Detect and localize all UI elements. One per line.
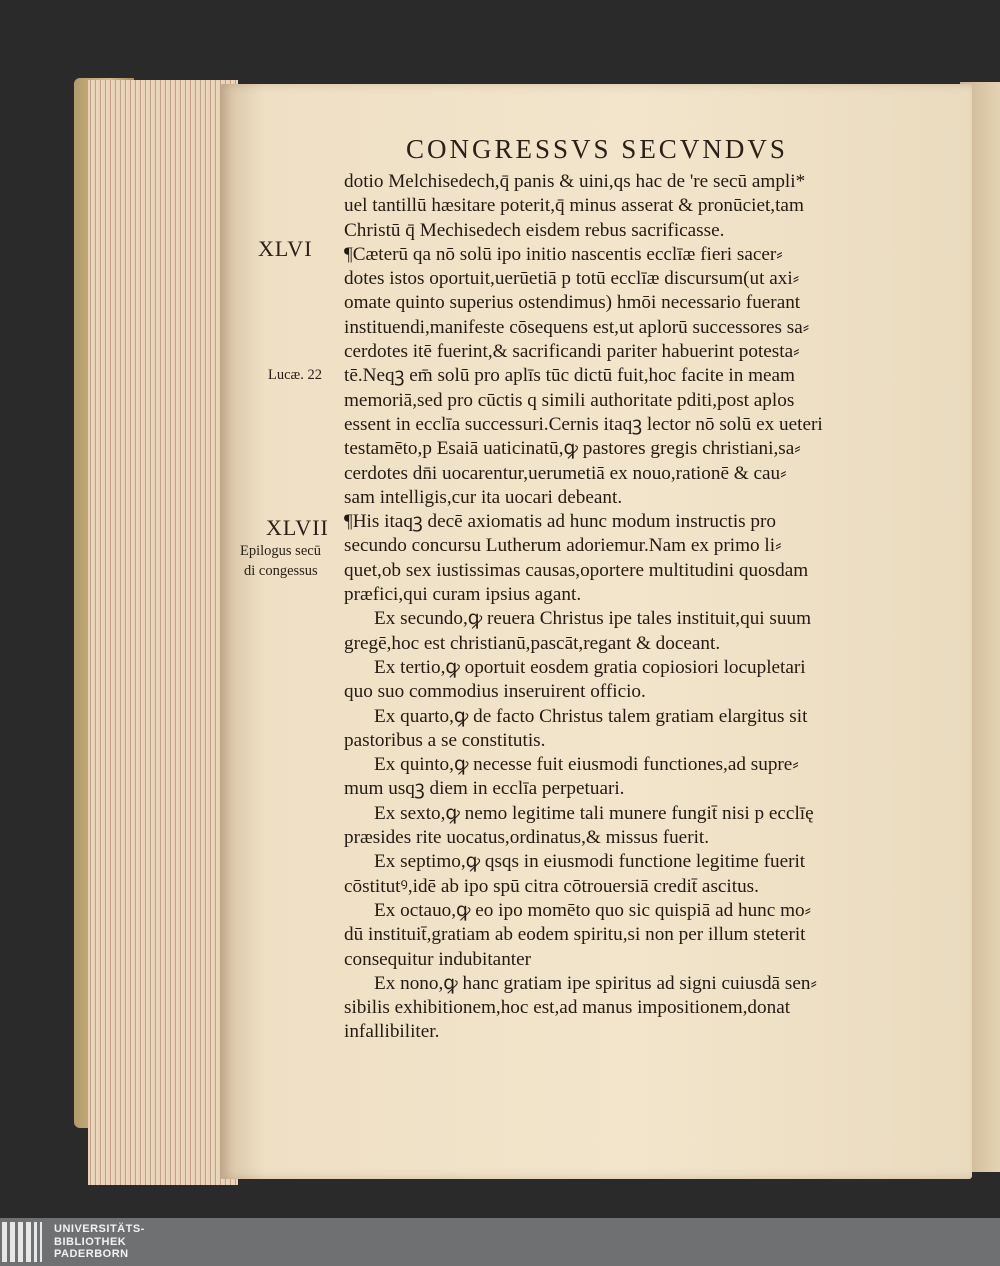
text-line: memoriā,sed pro cūctis q simili authoritate pditi,post aplos: [344, 389, 795, 411]
logo-line-2: BIBLIOTHEK: [54, 1235, 127, 1248]
text-line: mum usqꝫ diem in ecclīa perpetuari.: [344, 778, 625, 800]
text-line: instituendi,manifeste cōsequens est,ut aplorū successores sa⸗: [344, 316, 810, 338]
library-logo-text: [54, 1223, 145, 1261]
text-line: Ex septimo,ꝙ qsqs in eiusmodi functione legitime fuerit: [374, 851, 806, 873]
logo-line-1: UNIVERSITÄTS-: [54, 1223, 145, 1235]
text-line: cerdotes itē fuerint,& sacrificandi pariter habuerint potesta⸗: [344, 341, 800, 363]
text-line: Ex sexto,ꝙ nemo legitime tali munere fungit̄ nisi p ecclīę: [374, 802, 814, 824]
page-edges: [88, 80, 238, 1185]
logo-line-3: PADERBORN: [54, 1248, 129, 1260]
text-line: uel tantillū hæsitare poterit,q̄ minus asserat & pronūciet,tam: [344, 195, 804, 217]
margin-numeral-xlvii: XLVII: [266, 515, 329, 540]
text-line: Ex octauo,ꝙ eo ipo momēto quo sic quispiā ad hunc mo⸗: [374, 899, 811, 921]
text-line: quo suo commodius inseruirent officio.: [344, 681, 646, 703]
text-line: dotes istos oportuit,uerūetiā p totū ecclīæ discursum(ut axi⸗: [344, 268, 800, 290]
running-head: CONGRESSVS SECVNDVS: [406, 134, 788, 164]
margin-note-epilogus-1: Epilogus secū: [240, 543, 321, 559]
body-text: [344, 170, 894, 1045]
text-line: cerdotes dn̄i uocarentur,uerumetiā ex nouo,rationē & cau⸗: [344, 462, 787, 484]
text-line: tē.Neqꝫ em̄ solū pro aplīs tūc dictū fuit,hoc facite in meam: [344, 365, 795, 387]
text-line: Christū q̄ Mechisedech eisdem rebus sacrificasse.: [344, 219, 725, 241]
footer-bar: [0, 1218, 1000, 1266]
text-line: præsides rite uocatus,ordinatus,& missus fuerit.: [344, 827, 710, 849]
margin-note-lucae: Lucæ. 22: [268, 367, 322, 383]
text-line: consequitur indubitanter: [344, 948, 532, 970]
text-line: testamēto,p Esaiā uaticinatū,ꝙ pastores gregis christiani,sa⸗: [344, 438, 801, 460]
text-line: Ex tertio,ꝙ oportuit eosdem gratia copiosiori locupletari: [374, 656, 806, 678]
text-line: essent in ecclīa successuri.Cernis itaqꝫ lector nō solū ex ueteri: [344, 413, 823, 435]
text-line: dotio Melchisedech,q̄ panis & uini,qs hac de 're secū ampli*: [344, 171, 806, 192]
text-line: gregē,hoc est christianū,pascāt,regant & doceant.: [344, 632, 721, 654]
margin-numeral-xlvi: XLVI: [258, 236, 313, 261]
text-line: quet,ob sex iustissimas causas,oportere multitudini quosdam: [344, 559, 809, 581]
text-line: ¶His itaqꝫ decē axiomatis ad hunc modum instructis pro: [344, 511, 777, 533]
text-line: cōstitutꝰ,idē ab ipo spū citra cōtrouersiā credit̄ ascitus.: [344, 875, 759, 897]
text-line: sibilis exhibitionem,hoc est,ad manus impositionem,donat: [344, 997, 791, 1019]
text-line: Ex quinto,ꝙ necesse fuit eiusmodi functiones,ad supre⸗: [374, 754, 799, 776]
text-line: Ex quarto,ꝙ de facto Christus talem gratiam elargitus sit: [374, 705, 808, 727]
margin-note-epilogus-2: di congessus: [244, 563, 318, 579]
text-line: præfici,qui curam ipsius agant.: [344, 584, 582, 606]
text-line: Ex nono,ꝙ hanc gratiam ipe spiritus ad signi cuiusdā sen⸗: [374, 972, 817, 994]
text-line: dū instituit̄,gratiam ab eodem spiritu,si non per illum steterit: [344, 924, 806, 946]
text-line: Ex secundo,ꝙ reuera Christus ipe tales instituit,qui suum: [374, 608, 812, 630]
text-line: secundo concursu Lutherum adoriemur.Nam ex primo li⸗: [344, 535, 782, 557]
text-line: sam intelligis,cur ita uocari debeant.: [344, 486, 623, 508]
text-line: infallibiliter.: [344, 1021, 440, 1043]
text-line: pastoribus a se constitutis.: [344, 729, 546, 751]
library-logo-icon: [2, 1222, 48, 1262]
text-line: ¶Cæterū qa nō solū ipo initio nascentis ecclīæ fieri sacer⸗: [344, 243, 783, 265]
text-line: omate quinto superius ostendimus) hmōi necessario fuerant: [344, 292, 801, 314]
